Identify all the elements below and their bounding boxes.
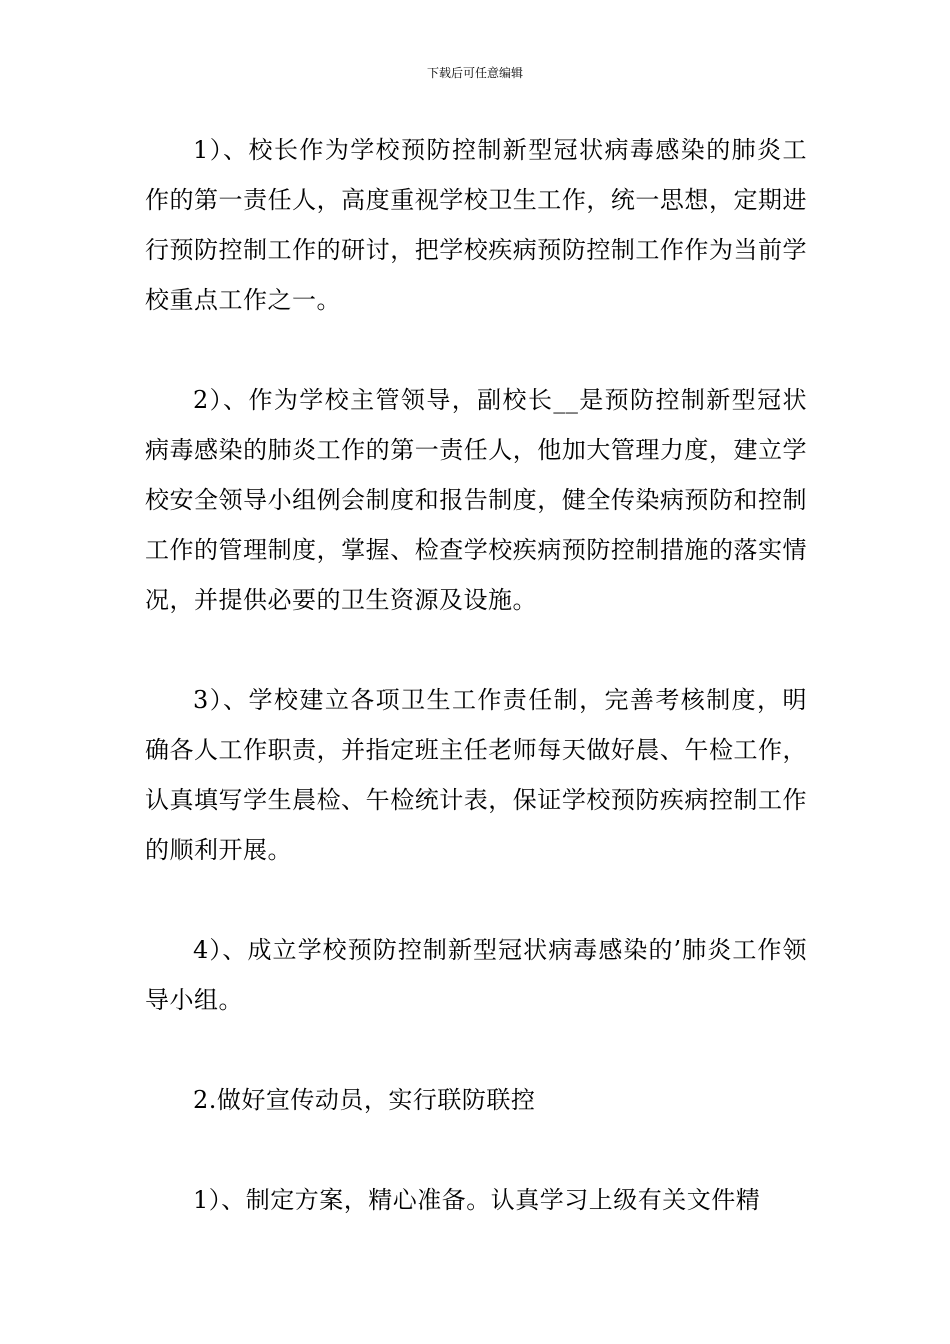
paragraph-5: 1）、制定方案，精心准备。认真学习上级有关文件精 [193, 1186, 761, 1214]
paragraph-4: 4）、成立学校预防控制新型冠状病毒感染的’肺炎工作领导小组。 [145, 936, 807, 1014]
paragraph-2: 2）、作为学校主管领导，副校长__是预防控制新型冠状病毒感染的肺炎工作的第一责任人，他加大管理力度，建立学校安全领导小组例会制度和报告制度，健全传染病预防和控制工作的管理制度，掌握、检查学校疾病预防控制措施的落实情况，并提供必要的卫生资源及设施。 [145, 386, 807, 614]
page-header-note: 下载后可任意编辑 [426, 66, 523, 80]
document-body [145, 125, 807, 1225]
section-heading: 2.做好宣传动员，实行联防联控 [193, 1086, 536, 1114]
paragraph-1: 1）、校长作为学校预防控制新型冠状病毒感染的肺炎工作的第一责任人，高度重视学校卫生工作，统一思想，定期进行预防控制工作的研讨，把学校疾病预防控制工作作为当前学校重点工作之一。 [145, 136, 807, 314]
paragraph-3: 3）、学校建立各项卫生工作责任制，完善考核制度，明确各人工作职责，并指定班主任老师每天做好晨、午检工作，认真填写学生晨检、午检统计表，保证学校预防疾病控制工作的顺利开展。 [145, 686, 807, 864]
